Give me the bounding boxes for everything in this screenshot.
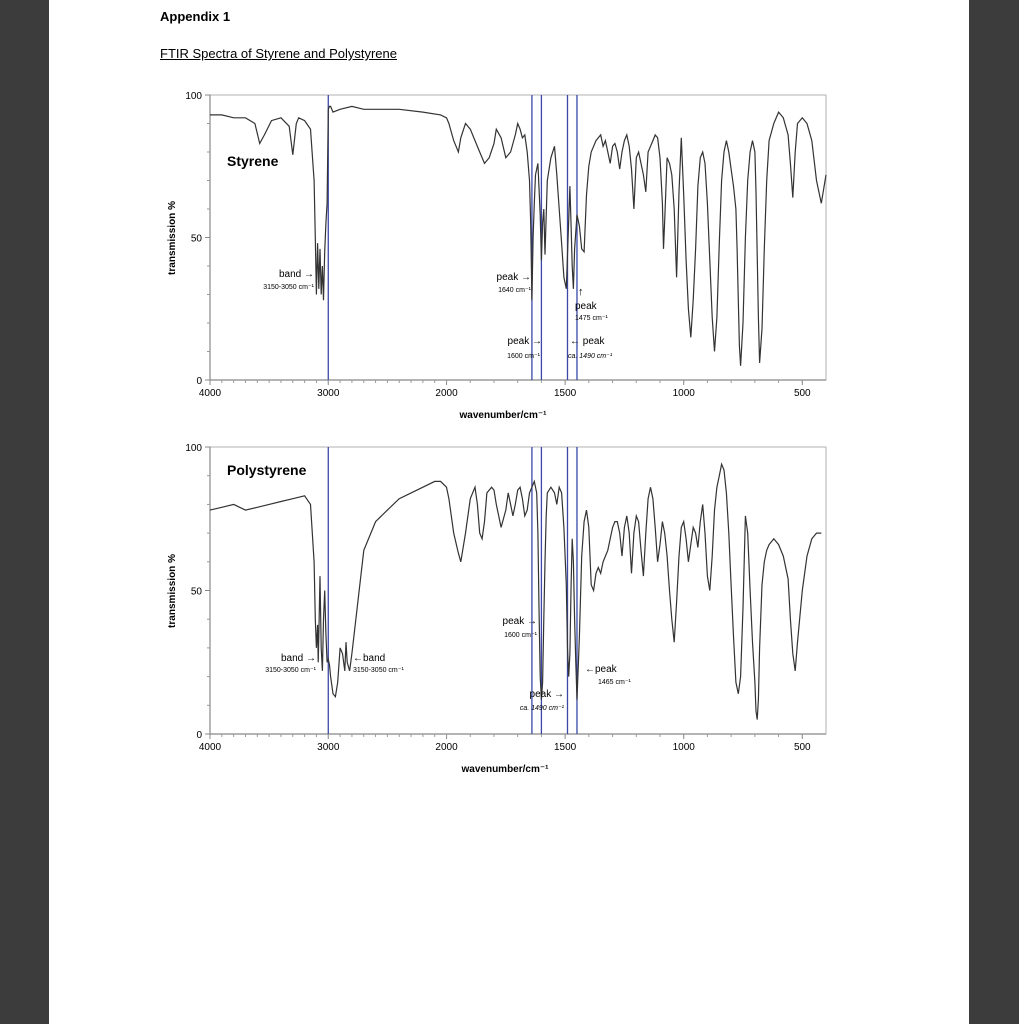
y-tick-label: 50 bbox=[190, 586, 202, 598]
x-tick-label: 2000 bbox=[435, 742, 458, 753]
x-tick-label: 3000 bbox=[317, 742, 340, 753]
x-tick-label: 1500 bbox=[553, 742, 577, 753]
spectrum-line bbox=[210, 464, 821, 719]
x-axis-label: wavenumber/cm⁻¹ bbox=[459, 410, 547, 421]
annotation-label: ← peak bbox=[570, 336, 605, 347]
annotation-label: peak bbox=[575, 301, 597, 312]
chart-title: Styrene bbox=[227, 153, 279, 169]
annotation-label: band → bbox=[280, 653, 316, 664]
x-tick-label: 500 bbox=[793, 742, 811, 753]
y-tick-label: 50 bbox=[190, 233, 202, 245]
y-tick-label: 0 bbox=[196, 730, 202, 741]
annotation-label: peak → bbox=[502, 616, 537, 627]
annotation-detail: 3150-3050 cm⁻¹ bbox=[265, 667, 316, 674]
x-tick-label: 500 bbox=[793, 388, 811, 399]
annotation-label: peak → bbox=[496, 272, 531, 283]
x-tick-label: 2000 bbox=[435, 388, 458, 399]
annotation-detail: 1600 cm⁻¹ bbox=[507, 353, 540, 360]
annotation-detail: ca. 1490 cm⁻¹ bbox=[519, 705, 564, 712]
annotation-label: ←peak bbox=[585, 664, 617, 675]
figure-caption: FTIR Spectra of Styrene and Polystyrene bbox=[160, 46, 397, 61]
annotation-band-right bbox=[353, 653, 404, 674]
annotation-peak-1465 bbox=[585, 664, 632, 686]
y-tick-label: 0 bbox=[196, 376, 202, 387]
x-axis-label: wavenumber/cm⁻¹ bbox=[461, 764, 549, 775]
annotation-detail: 1600 cm⁻¹ bbox=[504, 632, 537, 639]
annotation-label: band → bbox=[278, 269, 314, 280]
y-tick-label: 100 bbox=[185, 443, 202, 454]
annotation-peak-1490 bbox=[520, 689, 565, 712]
x-tick-label: 4000 bbox=[198, 388, 222, 399]
annotation-detail: ca. 1490 cm⁻¹ bbox=[568, 353, 613, 360]
annotation-detail: 1465 cm⁻¹ bbox=[598, 679, 631, 686]
appendix-heading: Appendix 1 bbox=[160, 9, 231, 24]
y-axis-label: transmission % bbox=[167, 201, 178, 275]
x-tick-label: 3000 bbox=[317, 388, 340, 399]
y-axis-label: transmission % bbox=[167, 554, 178, 628]
x-tick-label: 4000 bbox=[198, 742, 222, 753]
annotation-detail: 3150-3050 cm⁻¹ bbox=[353, 667, 404, 674]
chart-title: Polystyrene bbox=[227, 462, 307, 478]
x-tick-label: 1000 bbox=[672, 742, 695, 753]
x-tick-label: 1000 bbox=[672, 388, 695, 399]
annotation-band-left bbox=[265, 653, 316, 674]
annotation-detail: 1640 cm⁻¹ bbox=[498, 287, 531, 294]
annotation-label: peak → bbox=[507, 336, 542, 347]
annotation-label: peak → bbox=[529, 689, 564, 700]
annotation-detail: 1475 cm⁻¹ bbox=[575, 315, 608, 322]
annotation-detail: 3150-3050 cm⁻¹ bbox=[263, 284, 314, 291]
x-tick-label: 1500 bbox=[553, 388, 577, 399]
y-tick-label: 100 bbox=[185, 91, 202, 102]
annotation-label: ←band bbox=[353, 653, 386, 664]
annotation-arrow: ↑ bbox=[578, 286, 584, 298]
